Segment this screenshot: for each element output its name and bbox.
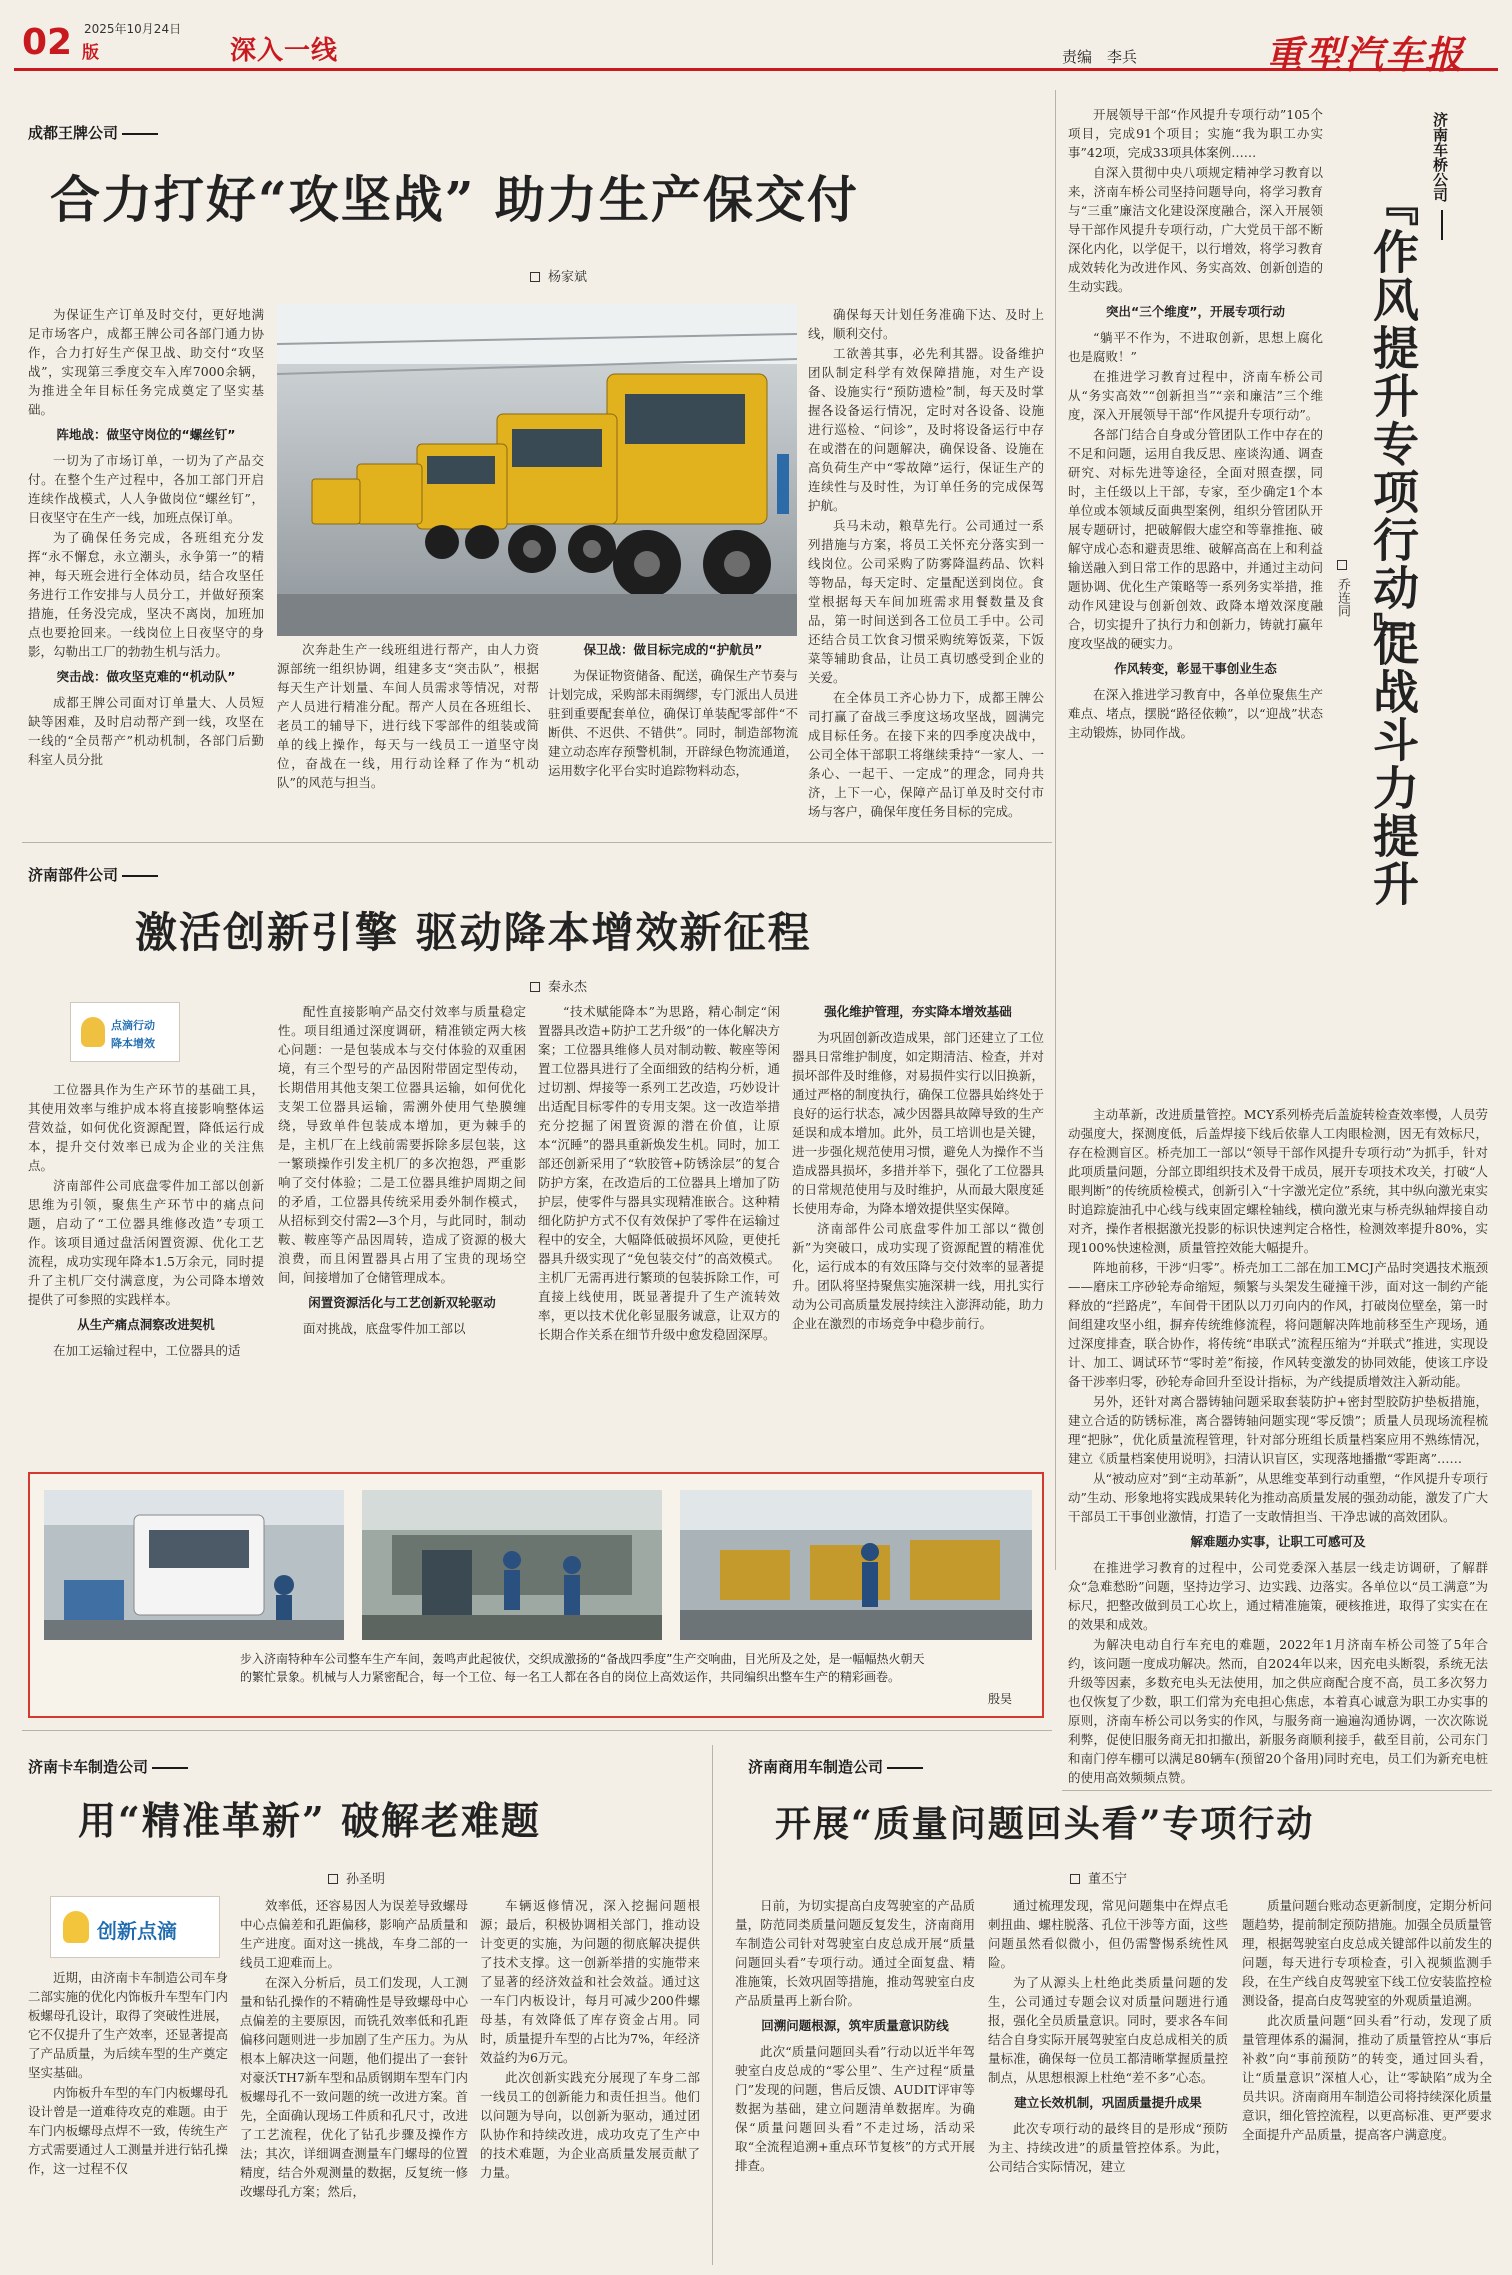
art4-unit-label: 济南卡车制造公司 bbox=[28, 1758, 149, 1776]
badge-label: 创新点滴 bbox=[97, 1919, 177, 1943]
paragraph: 为了确保任务完成，各班组充分发挥“永不懈怠，永立潮头，永争第一”的精神，每天班会进行全体动员，结合攻坚任务进行工作安排与人员分工，并做好预案措施，任务没完成，坚决不离岗，加班加点也要抢回来。一线岗位上日夜坚守的身影，勾勒出工厂的勃勃生机与活力。 bbox=[28, 530, 264, 659]
paragraph: 为保证物资储备、配送，确保生产节奏与计划完成，采购部未雨绸缪，专门派出人员进驻到重要配套单位，确保订单装配零部件“不断供、不迟供、不错供”。同时，制造部物流建立动态库存预警机制，开辟绿色物流通道，运用数字化平台实时追踪物料动态， bbox=[548, 668, 798, 778]
art1-author: 杨家斌 bbox=[548, 270, 588, 285]
paragraph: 为了从源头上杜绝此类质量问题的发生，公司通过专题会议对质量问题进行通报，强化全员质量意识。同时，要求各车间结合自身实际开展驾驶室白皮总成相关的质量标准，确保每一位员工都清晰掌握质量控制点，从思想根源上杜绝“差不多”心态。 bbox=[988, 1975, 1228, 2085]
paragraph: 车辆返修情况，深入挖掘问题根源；最后，积极协调相关部门，推动设计变更的实施，为问题的彻底解决提供了技术支撑。这一创新举措的实施带来了显著的经济效益和社会效益。通过这一车门内板设计，每月可减少200件螺母基，有效降低了库存资金占用。同时，质量提升车型的占比为7%，年经济效益约为6万元。 bbox=[480, 1898, 700, 2065]
section-name: 深入一线 bbox=[230, 36, 339, 66]
byline-box bbox=[530, 982, 540, 992]
photo-credit: 殷昊 bbox=[988, 1692, 1013, 1706]
photo-strip-caption: 步入济南特种车公司整车生产车间，轰鸣声此起彼伏，交织成激扬的“备战四季度”生产交响曲，目光所及之处，是一幅幅热火朝天的繁忙景象。机械与人力紧密配合，每一个工位、每一名工人都在各自的岗位上高效运作，共同编织出整车生产的精彩画卷。 bbox=[240, 1652, 925, 1684]
art2-byline bbox=[530, 976, 587, 995]
paragraph: 在推进学习教育的过程中，公司党委深入基层一线走访调研，了解群众“急难愁盼”问题，坚持边学习、边实践、边落实。各单位以“员工满意”为标尺，把整改做到员工心坎上，通过精准施策，硬核推进，取得了实实在在的效果和成效。 bbox=[1068, 1560, 1488, 1632]
art4-byline bbox=[328, 1868, 385, 1887]
paragraph: 在推进学习教育过程中，济南车桥公司从“务实高效”“创新担当”“亲和廉洁”三个维度，深入开展领导干部“作风提升专项行动”。 bbox=[1068, 369, 1323, 422]
art4-unit-rule bbox=[152, 1767, 188, 1769]
divider bbox=[22, 1730, 1052, 1731]
byline-box bbox=[1070, 1874, 1080, 1884]
production-line-illustration bbox=[680, 1490, 1032, 1640]
paragraph: 济南部件公司底盘零件加工部以“微创新”为突破口，成功实现了资源配置的精准优化，运行成本的有效压降与交付效率的显著提升。团队将坚持聚焦实施深耕一线，用扎实行动为公司高质量发展持续注入澎湃动能，助力企业在激烈的市场竞争中稳步前行。 bbox=[792, 1221, 1044, 1331]
paragraph: 兵马未动，粮草先行。公司通过一系列措施与方案，将员工关怀充分落实到一线岗位。公司采购了防雾降温药品、饮料等物品，每天定时、定量配送到岗位。食堂根据每天车间加班需求用餐数量及食品，第一时间送到各工位员工手中。公司还结合员工饮食习惯采购统筹饭菜，下饭菜等辅助食品，让员工真切感受到企业的关爱。 bbox=[808, 518, 1044, 685]
art3-author: 乔连同 bbox=[1335, 578, 1350, 617]
art1-col4 bbox=[808, 305, 1044, 835]
art2-col2 bbox=[278, 1002, 526, 1460]
art2-title: 激活创新引擎 驱动降本增效新征程 bbox=[135, 908, 812, 957]
paragraph: 此次质量问题“回头看”行动，发现了质量管理体系的漏洞，推动了质量管控从“事后补救”向“事前预防”的转变，通过回头看，让“质量意识”深植人心，让“零缺陷”成为全员共识。济南商用车制造公司将持续深化质量意识，细化管控流程，以更高标准、更严要求全面提升产品质量，提高客户满意度。 bbox=[1242, 2013, 1492, 2142]
art1-col3 bbox=[548, 640, 798, 835]
issue-date: 2025年10月24日 bbox=[84, 22, 182, 36]
art2-unit-label: 济南部件公司 bbox=[28, 866, 119, 884]
editor-credit: 责编 李兵 bbox=[1062, 48, 1138, 66]
byline-box bbox=[328, 1874, 338, 1884]
paragraph: 质量问题台账动态更新制度，定期分析问题趋势，提前制定预防措施。加强全员质量管理，根据驾驶室白皮总成关键部件以前发生的问题，每天进行专项检查，引入视频监测手段，在生产线自皮驾驶室下线工位安装监控检测设备，提高白皮驾驶室的外观质量追溯。 bbox=[1242, 1898, 1492, 2008]
truck-assembly-illustration bbox=[277, 304, 797, 636]
paragraph: 次奔赴生产一线班组进行帮产，由人力资源部统一组织协调，组建多支“突击队”，根据每天生产计划量、车间人员需求等情况，对帮产人员进行精准分配。帮产人员在各班组长、老员工的辅导下，进行线下零部件的组装或简单的线上操作，每天与一线员工一道坚守岗位，奋战在一线，用行动诠释了作为“机动队”的风范与担当。 bbox=[277, 642, 539, 790]
subhead: 作风转变，彰显干事创业生态 bbox=[1114, 661, 1277, 676]
paragraph: “技术赋能降本”为思路，精心制定“闲置器具改造+防护工艺升级”的一体化解决方案；工位器具维修人员对制动鞍、鞍座等闲置工位器具进行了全面细致的结构分析，通过切割、焊接等一系列工艺改造，巧妙设计出适配目标零件的专用支架。这一改造举措充分挖掘了闲置资源的潜在价值，让原本“沉睡”的器具重新焕发生机。同时，加工部还创新采用了“软胶管+防锈涂层”的复合防护方案，在改造后的工位器具上增加了防护层，使零件与器具实现精准嵌合。这种精细化防护方式不仅有效保护了零件在运输过程中的安全，大幅降低破损坏风险，更使托器具升级实现了“免包装交付”的高效模式。主机厂无需再进行繁琐的包装拆除工作，可直接上线使用，既显著提升了生产流转效率，更以技术优化彰显服务诚意，让双方的长期合作关系在细节升级中愈发稳固深厚。 bbox=[538, 1004, 780, 1342]
badge-line2: 降本增效 bbox=[111, 1037, 155, 1050]
art1-unit bbox=[28, 122, 158, 143]
paragraph: 一切为了市场订单，一切为了产品交付。在整个生产过程中，各加工部门开启连续作战模式，人人争做岗位“螺丝钉”，日夜坚守在生产一线，加班点保订单。 bbox=[28, 453, 264, 525]
paragraph: 近期，由济南卡车制造公司车身二部实施的优化内饰板升车型车门内板螺母孔设计，取得了突破性进展，它不仅提升了生产效率，还显著提高了产品质量，为后续车型的生产奠定坚实基础。 bbox=[28, 1970, 228, 2080]
art5-byline bbox=[1070, 1868, 1127, 1887]
cab-assembly-illustration bbox=[44, 1490, 344, 1640]
paragraph: 在深入推进学习教育中，各单位聚焦生产难点、堵点，摆脱“路径依赖”，以“迎战”状态主动锻炼，协同作战。 bbox=[1068, 687, 1323, 740]
badge-bulb-icon bbox=[81, 1017, 105, 1047]
paragraph: 另外，还针对离合器铸轴问题采取套装防护+密封型胶防护垫板措施，建立合适的防锈标准，离合器铸轴问题实现“零反馈”；质量人员现场流程梳理“把脉”，优化质量流程管理，针对部分班组长质量档案应用不熟练情况，建立《质量档案使用说明》，扫清认识盲区，实现落地播撒“零距离”…… bbox=[1068, 1394, 1488, 1466]
paragraph: 为巩固创新改造成果，部门还建立了工位器具日常维护制度，如定期清洁、检查，并对损坏部件及时维修，对易损件实行以旧换新，通过严格的制度执行，确保工位器具始终处于良好的运行状态，减少因器具故障导致的生产延误和成本增加。此外，员工培训也是关键，进一步强化规范使用习惯，避免人为操作不当造成器具损坏，多措并举下，强化了工位器具的日常规范使用与及时维护，从而最大限度延长使用寿命，为降本增效提供坚实保障。 bbox=[792, 1030, 1044, 1216]
photo-assembly-3 bbox=[680, 1490, 1032, 1640]
art1-col2 bbox=[277, 640, 539, 835]
art2-unit bbox=[28, 864, 158, 885]
paragraph: 此次“质量问题回头看”行动以近半年驾驶室白皮总成的“零公里”、生产过程“质量门”发现的问题，售后反馈、AUDIT评审等数据为基础，建立问题清单数据库。为确保“质量问题回头看”不走过场，活动采取“全流程追溯+重点环节复核”的方式开展排查。 bbox=[735, 2044, 975, 2173]
art5-title: 开展“质量问题回头看”专项行动 bbox=[775, 1803, 1315, 1845]
art2-author: 秦永杰 bbox=[548, 980, 588, 995]
art3-byline bbox=[1333, 560, 1352, 617]
subhead: 回溯问题根源，筑牢质量意识防线 bbox=[761, 2018, 949, 2033]
art4-author: 孙圣明 bbox=[346, 1872, 386, 1887]
paragraph: 济南部件公司底盘零件加工部以创新思维为引领，聚焦生产环节中的痛点问题，启动了“工位器具维修改造”专项工作。该项目通过盘活闲置资源、优化工艺流程，成功实现年降本1.5万余元，同时提升了主机厂交付满意度，为公司降本增效提供了可参照的实践样本。 bbox=[28, 1178, 264, 1307]
page-number: 02 bbox=[22, 22, 73, 63]
subhead: 从生产痛点洞察改进契机 bbox=[77, 1317, 215, 1332]
art3-unit-rule bbox=[1441, 210, 1443, 240]
art1-photo-trucks bbox=[277, 304, 797, 636]
paragraph: 工位器具作为生产环节的基础工具，其使用效率与维护成本将直接影响整体运营效益，如何优化资源配置，降低运行成本，提升交付效率已成为企业的关注焦点。 bbox=[28, 1082, 264, 1173]
column-divider bbox=[1055, 90, 1056, 1570]
paragraph: 成都王牌公司面对订单量大、人员短缺等困难，及时启动帮产到一线，攻坚在一线的“全员帮产”机动机制，各部门后勤科室人员分批 bbox=[28, 695, 264, 767]
paragraph: 确保每天计划任务准确下达、及时上线，顺利交付。 bbox=[808, 307, 1044, 341]
paragraph: 日前，为切实提高白皮驾驶室的产品质量，防范同类质量问题反复发生，济南商用车制造公司针对驾驶室白皮总成开展“质量问题回头看”专项行动。通过全面复盘、精准施策，长效巩固等措施，推动驾驶室白皮产品质量再上新台阶。 bbox=[735, 1898, 975, 2008]
paragraph: 为保证生产订单及时交付，更好地满足市场客户，成都王牌公司各部门通力协作，合力打好生产保卫战、助交付“攻坚战”，实现第三季度交车入库7000余辆，为推进全年目标任务完成奠定了坚实基础。 bbox=[28, 307, 264, 417]
subhead: 突出“三个维度”，开展专项行动 bbox=[1106, 304, 1285, 319]
paragraph: 从“被动应对”到“主动革新”，从思维变革到行动重塑，“作风提升专项行动”生动、形象地将实践成果转化为推动高质量发展的强劲动能，激发了广大干部员工干事创业激情，打造了一支敢情担当、干净忠诚的高效团队。 bbox=[1068, 1471, 1488, 1524]
masthead bbox=[0, 0, 1512, 80]
subhead: 突击战：做攻坚克难的“机动队” bbox=[56, 669, 236, 684]
masthead-rule bbox=[14, 68, 1498, 71]
art2-unit-rule bbox=[122, 875, 158, 877]
divider bbox=[1062, 1790, 1492, 1791]
paragraph: 面对挑战，底盘零件加工部以 bbox=[303, 1321, 466, 1336]
paragraph: 主动革新，改进质量管控。MCY系列桥壳后盖旋转检查效率慢，人员劳动强度大，探测度低，后盖焊接下线后依靠人工肉眼检测，因无有效标尺，存在检测盲区。桥壳加工一部以“领导干部作风提升专项行动”为抓手，针对此项质量问题，分部立即组织技术及骨干成员，展开专项技术攻关，打破“人眼判断”的传统质检模式，创新引入“十字激光定位”系统，其中纵向激光束实时追踪旋油孔中心线与线束固定螺栓轴线，横向激光束与桥壳纵轴焊接自动对齐，操作者根据激光投影的标识快速判定合格性，检测效率提升80%，实现100%快速检测，质量管控效能大幅提升。 bbox=[1068, 1107, 1488, 1255]
art5-unit bbox=[748, 1756, 923, 1777]
art5-unit-label: 济南商用车制造公司 bbox=[748, 1758, 884, 1776]
art2-col1 bbox=[28, 1080, 264, 1460]
subhead: 保卫战：做目标完成的“护航员” bbox=[583, 642, 763, 657]
art4-unit bbox=[28, 1756, 188, 1777]
workshop-illustration bbox=[362, 1490, 662, 1640]
art5-col1 bbox=[735, 1896, 975, 2268]
divider bbox=[22, 842, 1052, 843]
photo-strip-frame bbox=[28, 1472, 1044, 1718]
art2-col3 bbox=[538, 1002, 780, 1460]
art3-title-line1: 『作风提升专项行动』 bbox=[1366, 180, 1420, 660]
byline-box bbox=[1337, 560, 1347, 570]
photo-assembly-2 bbox=[362, 1490, 662, 1640]
paragraph: 各部门结合自身或分管团队工作中存在的不足和问题，运用自我反思、座谈沟通、调查研究、对标先进等途径，全面对照查摆，同时，主任级以上干部，专家，至少确定1个本单位或本领域反面典型案例，组织分管团队开展专题研讨，把破解假大虚空和等靠推拖、破解守成心态和避责思维、破解高高在上和利益输送融入到日常工作的思路中，并通过主动问题协调、优化生产策略等一系列务实举措，推动作风建设与创新创效、政降本增效深度融合，切实提升了执行力和创新力，铸就打赢年度攻坚战的硬实力。 bbox=[1068, 427, 1323, 651]
paragraph: 在加工运输过程中，工位器具的适 bbox=[53, 1343, 241, 1358]
page-suffix: 版 bbox=[82, 43, 99, 63]
byline-box bbox=[530, 272, 540, 282]
badge-line1: 点滴行动 bbox=[111, 1019, 155, 1032]
paragraph: 在全体员工齐心协力下，成都王牌公司打赢了奋战三季度这场攻坚战，圆满完成目标任务。在接下来的四季度决战中，公司全体干部职工将继续秉持“一家人、一条心、一起干、一定成”的理念，同舟共济，上下一心，保障产品订单及时交付市场与客户，确保年度任务目标的完成。 bbox=[808, 690, 1044, 819]
art3-col-wide bbox=[1068, 1105, 1488, 1785]
art1-unit-label: 成都王牌公司 bbox=[28, 124, 119, 142]
art3-title-line2: 促战斗力提升 bbox=[1366, 620, 1420, 908]
art4-col3 bbox=[480, 1896, 700, 2268]
art4-badge bbox=[50, 1896, 220, 1958]
art4-col1 bbox=[28, 1968, 228, 2268]
subhead: 强化维护管理，夯实降本增效基础 bbox=[824, 1004, 1012, 1019]
paragraph: 通过梳理发现，常见问题集中在焊点毛刺扭曲、螺柱脱落、孔位干涉等方面，这些问题虽然看似微小，但仍需警惕系统性风险。 bbox=[988, 1898, 1228, 1970]
paragraph: 开展领导干部“作风提升专项行动”105个项目，完成91个项目；实施“我为职工办实事”42项，完成33项具体案例…… bbox=[1068, 107, 1323, 160]
paragraph: 效率低，还容易因人为误差导致螺母中心点偏差和孔距偏移，影响产品质量和生产进度。面对这一挑战，车身二部的一线员工迎难而上。 bbox=[240, 1898, 468, 1970]
badge-lightbulb-icon bbox=[63, 1911, 89, 1943]
subhead: 阵地战：做坚守岗位的“螺丝钉” bbox=[56, 427, 236, 442]
subhead: 建立长效机制，巩固质量提升成果 bbox=[1014, 2095, 1202, 2110]
paragraph: 工欲善其事，必先利其器。设备维护团队制定科学有效保障措施，对生产设备、设施实行“预防遗检”制，每天及时掌握各设备运行情况，定时对各设备、设施进行巡检、“问诊”，及时将设备运行中存在或潜在的问题解决，确保设备、设施在高负荷生产中“零故障”运行，保证生产的连续性与及时性，为订单任务的完成保驾护航。 bbox=[808, 346, 1044, 513]
art1-title: 合力打好“攻坚战” 助力生产保交付 bbox=[50, 170, 859, 229]
art5-col2 bbox=[988, 1896, 1228, 2268]
art1-col1 bbox=[28, 305, 264, 835]
art3-unit bbox=[1430, 112, 1454, 240]
paragraph: 自深入贯彻中央八项规定精神学习教育以来，济南车桥公司坚持问题导向，将学习教育与“三重”廉洁文化建设深度融合，深入开展领导干部作风提升专项行动，广大党员干部不断深化内化，以学促干，以行增效，将学习教育成效转化为改进作风、务实高效、创新创造的生动实践。 bbox=[1068, 165, 1323, 294]
paragraph: 内饰板升车型的车门内板螺母孔设计曾是一道难待攻克的难题。由于车门内板螺母点焊不一致，传统生产方式需要通过人工测量并进行钻孔操作，这一过程不仅 bbox=[28, 2085, 228, 2176]
paragraph: 在深入分析后，员工们发现，人工测量和钻孔操作的不精确性是导致螺母中心点偏差的主要原因，而铣孔效率低和孔距偏移问题则进一步加剧了生产压力。为从根本上解决这一问题，他们提出了一套针对豪沃TH7新车型和品质钢期车型车门内板螺母孔不一致问题的统一改进方案。首先，全面确认现场工件质和孔尺寸，改进了工艺流程，优化了钻孔步骤及操作方法；其次，详细调查测量车门螺母的位置精度，结合外观测量的数据，反复统一修改螺母孔方案；然后， bbox=[240, 1975, 468, 2199]
art2-col4 bbox=[792, 1002, 1044, 1460]
paper-name: 重型汽车报 bbox=[1265, 32, 1466, 77]
art5-unit-rule bbox=[887, 1767, 923, 1769]
art3-unit-label: 济南车桥公司 bbox=[1431, 112, 1449, 202]
paragraph: 配性直接影响产品交付效率与质量稳定性。项目组通过深度调研，精准锁定两大核心问题：一是包装成本与交付体验的双重困境，有三个型号的产品因附带固定型传动，长期借用其他支架工位器具运输，如何优化支架工位器具运输，需溯外使用气垫膜缠绕，导致单件包装成本增加，更为棘手的是，主机厂在上线前需要拆除多层包装，这一繁琐操作引发主机厂的多次抱怨，严重影响了交付体验；二是工位器具维护周期之间的矛盾，工位器具传统采用委外制作模式，从招标到交付需2—3个月，与此同时，制动鞍、鞍座等产品因周转，造成了资源的极大浪费，而且闲置器具占用了宝贵的现场空间，间接增加了仓储管理成本。 bbox=[278, 1004, 526, 1285]
subhead: 解难题办实事，让职工可感可及 bbox=[1190, 1534, 1366, 1549]
art4-title: 用“精准革新” 破解老难题 bbox=[78, 1798, 541, 1843]
column-divider bbox=[712, 1745, 713, 2265]
paragraph: 为解决电动自行车充电的难题，2022年1月济南车桥公司签了5年合约，该问题一度成功解决。然而，自2024年以来，因充电头断裂，系统无法升级等因素，多数充电头无法使用，加之供应商配合度不高，员工多次努力也仅恢复了少数，职工们常为充电担心焦虑，本着真心诚意为职工办实事的原则，济南车桥公司以务实的作风，与服务商一遍遍沟通协调，一次次陈说利弊，促使旧服务商无扣扣撤出，新服务商顺利接手，截至目前，公司东门和南门停车棚可以满足80辆车(预留20个备用)同时充电，员工们为新充电桩的使用高效频频点赞。 bbox=[1068, 1637, 1488, 1785]
art3-col-top bbox=[1068, 105, 1323, 1105]
art5-col3 bbox=[1242, 1896, 1492, 2268]
art5-author: 董丕宁 bbox=[1088, 1872, 1128, 1887]
art1-unit-rule bbox=[122, 133, 158, 135]
photo-assembly-1 bbox=[44, 1490, 344, 1640]
paragraph: 阵地前移，干涉“归零”。桥壳加工二部在加工MCJ产品时突遇技术瓶颈——磨床工序砂轮寿命缩短，频繁与头架发生碰撞干涉，面对这一制约产能释放的“拦路虎”，车间骨干团队以刀刃向内的作风，打破岗位壁垒，第一时间组建攻坚小组，摒弃传统维修流程，将问题解决阵地前移至生产现场，通过深度排查，联合协作，将传统“串联式”流程压缩为“并联式”推进，实现设计、加工、调试环节“零时差”衔接，作风转变激发的协同效能，使该工序设备干涉率归零，砂轮寿命回升至设计指标，为产线提质增效注入新动能。 bbox=[1068, 1260, 1488, 1389]
art1-byline bbox=[530, 266, 587, 285]
paragraph: 此次创新实践充分展现了车身二部一线员工的创新能力和责任担当。他们以问题为导向，以创新为驱动，通过团队协作和持续改进，成功攻克了生产中的技术难题，为企业高质量发展贡献了力量。 bbox=[480, 2070, 700, 2180]
paragraph: “躺平不作为，不进取创新，思想上腐化也是腐败！” bbox=[1068, 330, 1323, 364]
art2-badge bbox=[70, 1002, 180, 1062]
paragraph: 此次专项行动的最终目的是形成“预防为主、持续改进”的质量管控体系。为此，公司结合实际情况，建立 bbox=[988, 2121, 1228, 2174]
subhead: 闲置资源活化与工艺创新双轮驱动 bbox=[308, 1295, 496, 1310]
art4-col2 bbox=[240, 1896, 468, 2268]
